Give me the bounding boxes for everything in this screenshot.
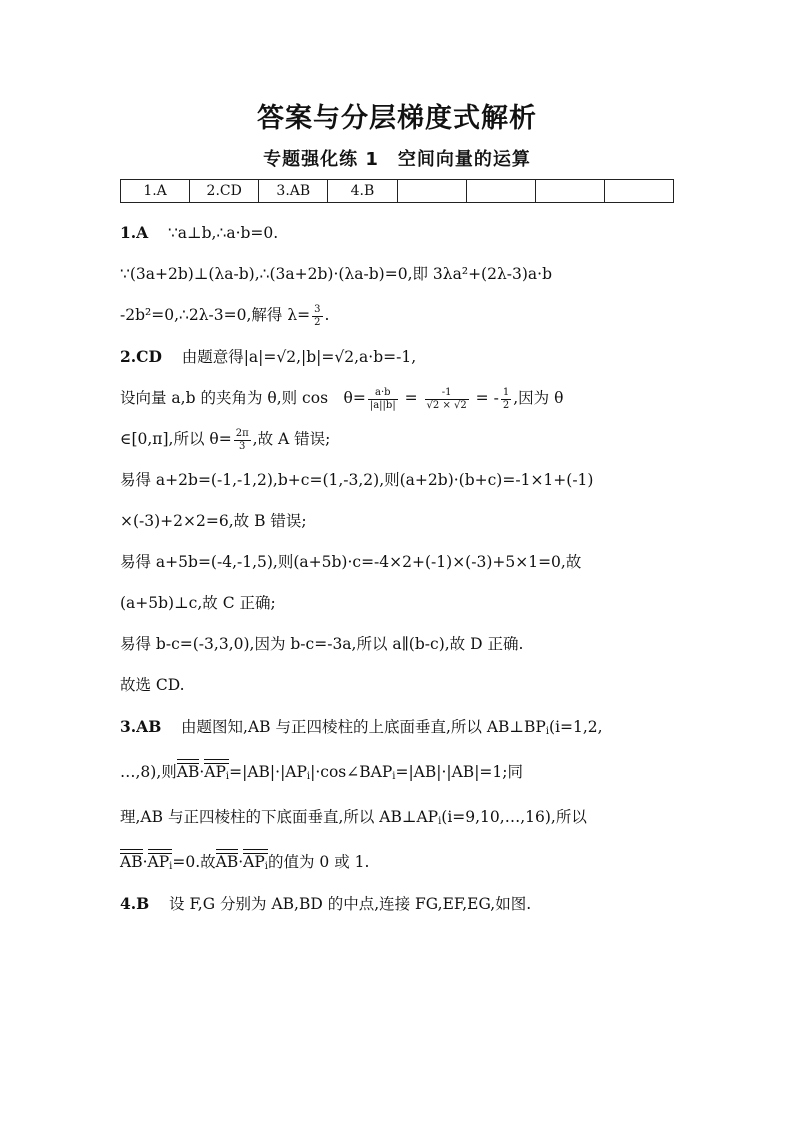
q2-text-9: 故选 CD. — [120, 676, 185, 694]
vector-ab: AB — [215, 853, 239, 871]
q2-text-3-pre: ∈[0,π],所以 θ= — [120, 430, 232, 448]
q2-text-8: 易得 b-c=(-3,3,0),因为 b-c=-3a,所以 a∥(b-c),故 D 正确. — [120, 635, 524, 653]
subscript-i: i — [169, 861, 173, 872]
q4-text: 设 F,G 分别为 AB,BD 的中点,连接 FG,EF,EG,如图. — [169, 895, 532, 913]
fraction-numerator: a·b — [368, 387, 398, 400]
subscript-i: i — [306, 771, 311, 782]
q2-text-3-post: ,故 A 错误; — [252, 430, 331, 448]
vector-ap-label: AP — [204, 763, 226, 781]
fraction-denominator: √2 × √2 — [426, 399, 467, 411]
vector-ap-label: AP — [147, 853, 170, 871]
vector-ap-i — [204, 764, 229, 785]
q2-text-2-pre: 设向量 a,b 的夹角为 θ,则 cos θ= — [120, 389, 366, 407]
fraction-numerator: 3 — [314, 303, 321, 315]
q3-line-1 — [120, 706, 680, 752]
q2-label: 2.CD — [120, 347, 162, 366]
q3-text-2-cos: |·cos∠BAP — [310, 763, 393, 781]
answer-cell: 3.AB — [259, 180, 328, 203]
q1-line-3: -2b²=0,∴2λ-3=0,解得 λ= $\frac{3}{2}$ . — [120, 303, 330, 328]
q2-text-4: 易得 a+2b=(-1,-1,2),b+c=(1,-3,2),则(a+2b)·(b+c)=-1×1+(-1) — [120, 471, 594, 489]
q2-line-7 — [120, 583, 680, 624]
q1-text-2: ∵(3a+2b)⊥(λa-b),∴(3a+2b)·(λa-b)=0,即 3λa²+(2λ-3)a·b — [120, 265, 553, 283]
vector-ap-i — [148, 854, 173, 875]
q1-line-2 — [120, 254, 680, 295]
q3-text-2-post: =|AB|·|AB|=1;同 — [395, 763, 523, 781]
q3-text-3: 理,AB 与正四棱柱的下底面垂直,所以 AB⊥AP — [120, 808, 439, 826]
fraction-denominator: |a||b| — [369, 399, 396, 411]
answer-row — [121, 180, 674, 203]
fraction-denominator: 2 — [314, 316, 321, 328]
q4-label: 4.B — [120, 894, 150, 913]
answer-cell — [535, 180, 604, 203]
q2-line-9 — [120, 665, 680, 706]
fraction-numerator: 1 — [502, 386, 510, 398]
q2-line-1 — [120, 336, 680, 378]
page-title: 答案与分层梯度式解析 — [257, 103, 537, 134]
q2-line-5 — [120, 501, 680, 542]
q3-text-4-post: 的值为 0 或 1. — [268, 853, 370, 871]
q3-text-1: 由题图知,AB 与正四棱柱的上底面垂直,所以 AB⊥BP — [181, 718, 546, 736]
vector-ap-i — [243, 854, 268, 875]
q1-label: 1.A — [120, 223, 149, 242]
solution-body — [120, 212, 680, 925]
vector-ap-label: AP — [243, 853, 265, 871]
subscript-i: i — [392, 771, 396, 782]
q2-line-3 — [120, 419, 680, 460]
subscript-i: i — [545, 726, 550, 737]
q2-fraction-2 — [425, 387, 469, 412]
q2-text-5: ×(-3)+2×2=6,故 B 错误; — [120, 512, 307, 530]
fraction-numerator: -1 — [425, 387, 469, 400]
answer-cell — [397, 180, 466, 203]
q2-fraction-4 — [234, 428, 251, 453]
q4-line-1 — [120, 883, 680, 925]
q3-line-2: …,8),则$AB\cdot AP_i=|AB|\cdot|AP_i|\cdot\cos\angle BAP_i=|AB|\cdot|AB|=1$;同 — [120, 752, 680, 797]
answer-table — [120, 179, 674, 203]
q2-text-6: 易得 a+5b=(-4,-1,5),则(a+5b)·c=-4×2+(-1)×(-3)+5×1=0,故 — [120, 553, 582, 571]
answer-cell — [604, 180, 673, 203]
q3-label: 3.AB — [120, 717, 162, 736]
answer-cell: 4.B — [328, 180, 397, 203]
answer-cell: 1.A — [121, 180, 190, 203]
q1-line-1 — [120, 212, 680, 254]
q3-text-2-mid: =|AB|·|AP — [229, 763, 307, 781]
section-subtitle: 专题强化练 1 空间向量的运算 — [263, 149, 531, 170]
q3-line-4: $AB\cdot AP_i=0$.故$AB\cdot AP_i$的值为 0 或 1. — [120, 842, 680, 883]
q2-text-2-post: ,因为 θ — [513, 389, 564, 407]
subscript-i: i — [264, 861, 268, 872]
q2-line-2: 设向量 a,b 的夹角为 θ,则 cos θ= $\frac{a\cdot b}{|a||b|}$ = $\frac{-1}{√2 \times √2}$ = - $\frac{1}{2}$ ,因为 θ — [120, 386, 564, 411]
q3-text-3-tail: (i=9,10,…,16),所以 — [441, 808, 587, 826]
fraction-numerator: 2π — [235, 427, 249, 439]
vector-ab: AB — [176, 763, 200, 781]
q3-text-1-tail: (i=1,2, — [549, 718, 603, 736]
q2-line-4 — [120, 460, 680, 501]
q3-text-4-eq: =0.故 — [172, 853, 216, 871]
q3-text-2-pre: …,8),则 — [120, 763, 177, 781]
q3-line-3 — [120, 797, 680, 842]
answer-cell — [466, 180, 535, 203]
q2-text-7: (a+5b)⊥c,故 C 正确; — [120, 594, 276, 612]
subscript-i: i — [438, 816, 442, 827]
q2-line-6 — [120, 542, 680, 583]
subscript-i: i — [225, 771, 230, 782]
q2-fraction-1 — [368, 387, 398, 412]
fraction-denominator: 2 — [502, 399, 510, 411]
q1-text-3: -2b²=0,∴2λ-3=0,解得 λ= — [120, 306, 311, 324]
vector-ab: AB — [120, 853, 143, 871]
fraction-denominator: 3 — [239, 440, 246, 452]
answer-cell: 2.CD — [190, 180, 259, 203]
q1-text-1: ∵a⊥b,∴a·b=0. — [167, 224, 279, 242]
q2-fraction-3 — [501, 387, 511, 412]
q2-text-1: 由题意得|a|=√2,|b|=√2,a·b=-1, — [181, 348, 417, 366]
q1-fraction — [312, 304, 322, 329]
q2-line-8 — [120, 624, 680, 665]
